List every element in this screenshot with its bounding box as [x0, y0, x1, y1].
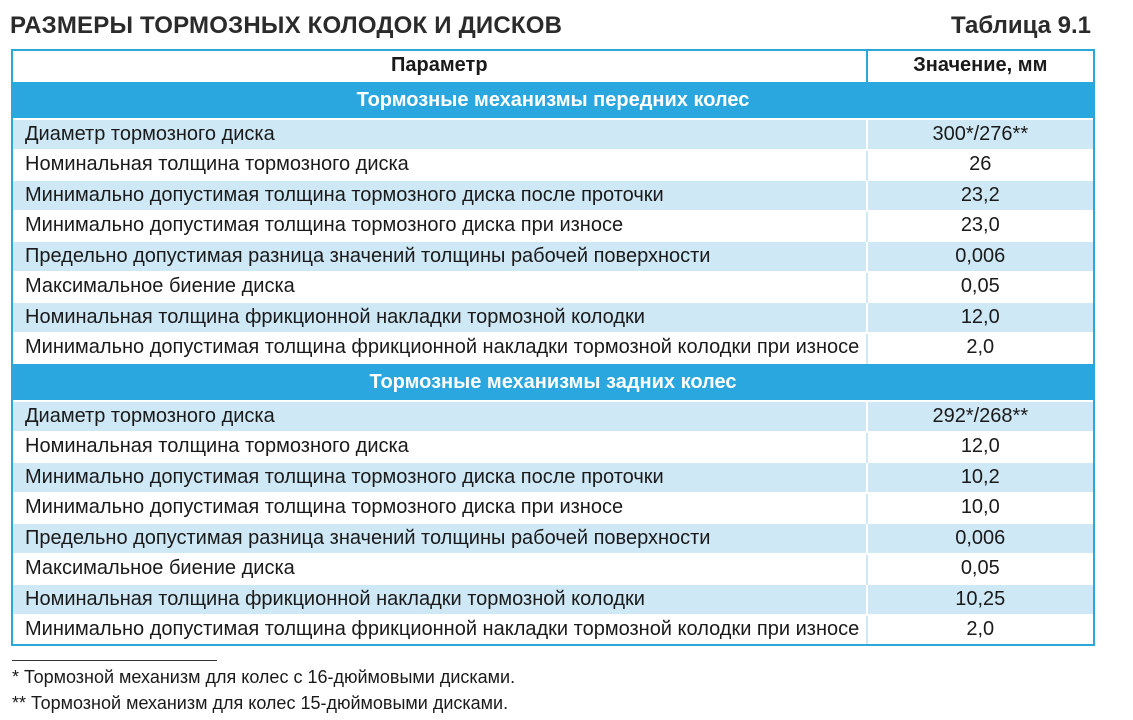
parameter-cell: Максимальное биение диска	[13, 272, 867, 303]
table-row	[13, 615, 1093, 645]
value-cell: 0,006	[867, 523, 1093, 554]
value-cell: 0,05	[867, 272, 1093, 303]
value-cell: 23,2	[867, 180, 1093, 211]
parameter-cell: Предельно допустимая разница значений толщины рабочей поверхности	[13, 523, 867, 554]
value-cell: 10,2	[867, 462, 1093, 493]
parameter-cell: Номинальная толщина тормозного диска	[13, 432, 867, 463]
brake-table-container	[11, 49, 1095, 646]
table-row	[13, 211, 1093, 242]
value-cell: 10,25	[867, 584, 1093, 615]
table-row	[13, 241, 1093, 272]
table-body	[13, 81, 1093, 644]
parameter-cell: Минимально допустимая толщина тормозного диска при износе	[13, 211, 867, 242]
table-row	[13, 432, 1093, 463]
table-row	[13, 180, 1093, 211]
value-cell: 2,0	[867, 333, 1093, 364]
parameter-cell: Минимально допустимая толщина фрикционной накладки тормозной колодки при износе	[13, 333, 867, 364]
table-row	[13, 584, 1093, 615]
parameter-cell: Номинальная толщина фрикционной накладки тормозной колодки	[13, 302, 867, 333]
value-cell: 23,0	[867, 211, 1093, 242]
value-cell: 2,0	[867, 615, 1093, 645]
table-row	[13, 272, 1093, 303]
parameter-cell: Предельно допустимая разница значений толщины рабочей поверхности	[13, 241, 867, 272]
footnote-16-inch: * Тормозной механизм для колес с 16-дюймовыми дисками.	[12, 667, 516, 687]
value-cell: 300*/276**	[867, 119, 1093, 150]
table-row	[13, 150, 1093, 181]
value-cell: 26	[867, 150, 1093, 181]
value-cell: 10,0	[867, 493, 1093, 524]
parameter-cell: Диаметр тормозного диска	[13, 119, 867, 150]
section-title: Тормозные механизмы задних колес	[13, 363, 1093, 401]
table-row	[13, 401, 1093, 432]
parameter-cell: Минимально допустимая толщина тормозного диска после проточки	[13, 462, 867, 493]
page-title: РАЗМЕРЫ ТОРМОЗНЫХ КОЛОДОК И ДИСКОВ	[10, 12, 563, 39]
brake-dimensions-table	[13, 51, 1093, 644]
column-header-parameter: Параметр	[13, 51, 867, 81]
value-cell: 0,05	[867, 554, 1093, 585]
table-row	[13, 462, 1093, 493]
parameter-cell: Минимально допустимая толщина тормозного диска после проточки	[13, 180, 867, 211]
table-number: Таблица 9.1	[950, 12, 1091, 39]
section-header-row	[13, 363, 1093, 401]
table-row	[13, 493, 1093, 524]
table-row	[13, 302, 1093, 333]
table-row	[13, 119, 1093, 150]
section-header-row	[13, 81, 1093, 119]
footnote-15-inch: ** Тормозной механизм для колес 15-дюймовыми дисками.	[12, 693, 509, 713]
parameter-cell: Диаметр тормозного диска	[13, 401, 867, 432]
footnote-divider	[12, 660, 217, 661]
column-header-value: Значение, мм	[867, 51, 1093, 81]
section-title: Тормозные механизмы передних колес	[13, 81, 1093, 119]
table-row	[13, 523, 1093, 554]
parameter-cell: Номинальная толщина фрикционной накладки тормозной колодки	[13, 584, 867, 615]
table-row	[13, 554, 1093, 585]
value-cell: 292*/268**	[867, 401, 1093, 432]
table-row	[13, 333, 1093, 364]
parameter-cell: Минимально допустимая толщина фрикционной накладки тормозной колодки при износе	[13, 615, 867, 645]
value-cell: 12,0	[867, 432, 1093, 463]
parameter-cell: Максимальное биение диска	[13, 554, 867, 585]
value-cell: 12,0	[867, 302, 1093, 333]
parameter-cell: Номинальная толщина тормозного диска	[13, 150, 867, 181]
table-header-row	[13, 51, 1093, 81]
parameter-cell: Минимально допустимая толщина тормозного диска при износе	[13, 493, 867, 524]
value-cell: 0,006	[867, 241, 1093, 272]
